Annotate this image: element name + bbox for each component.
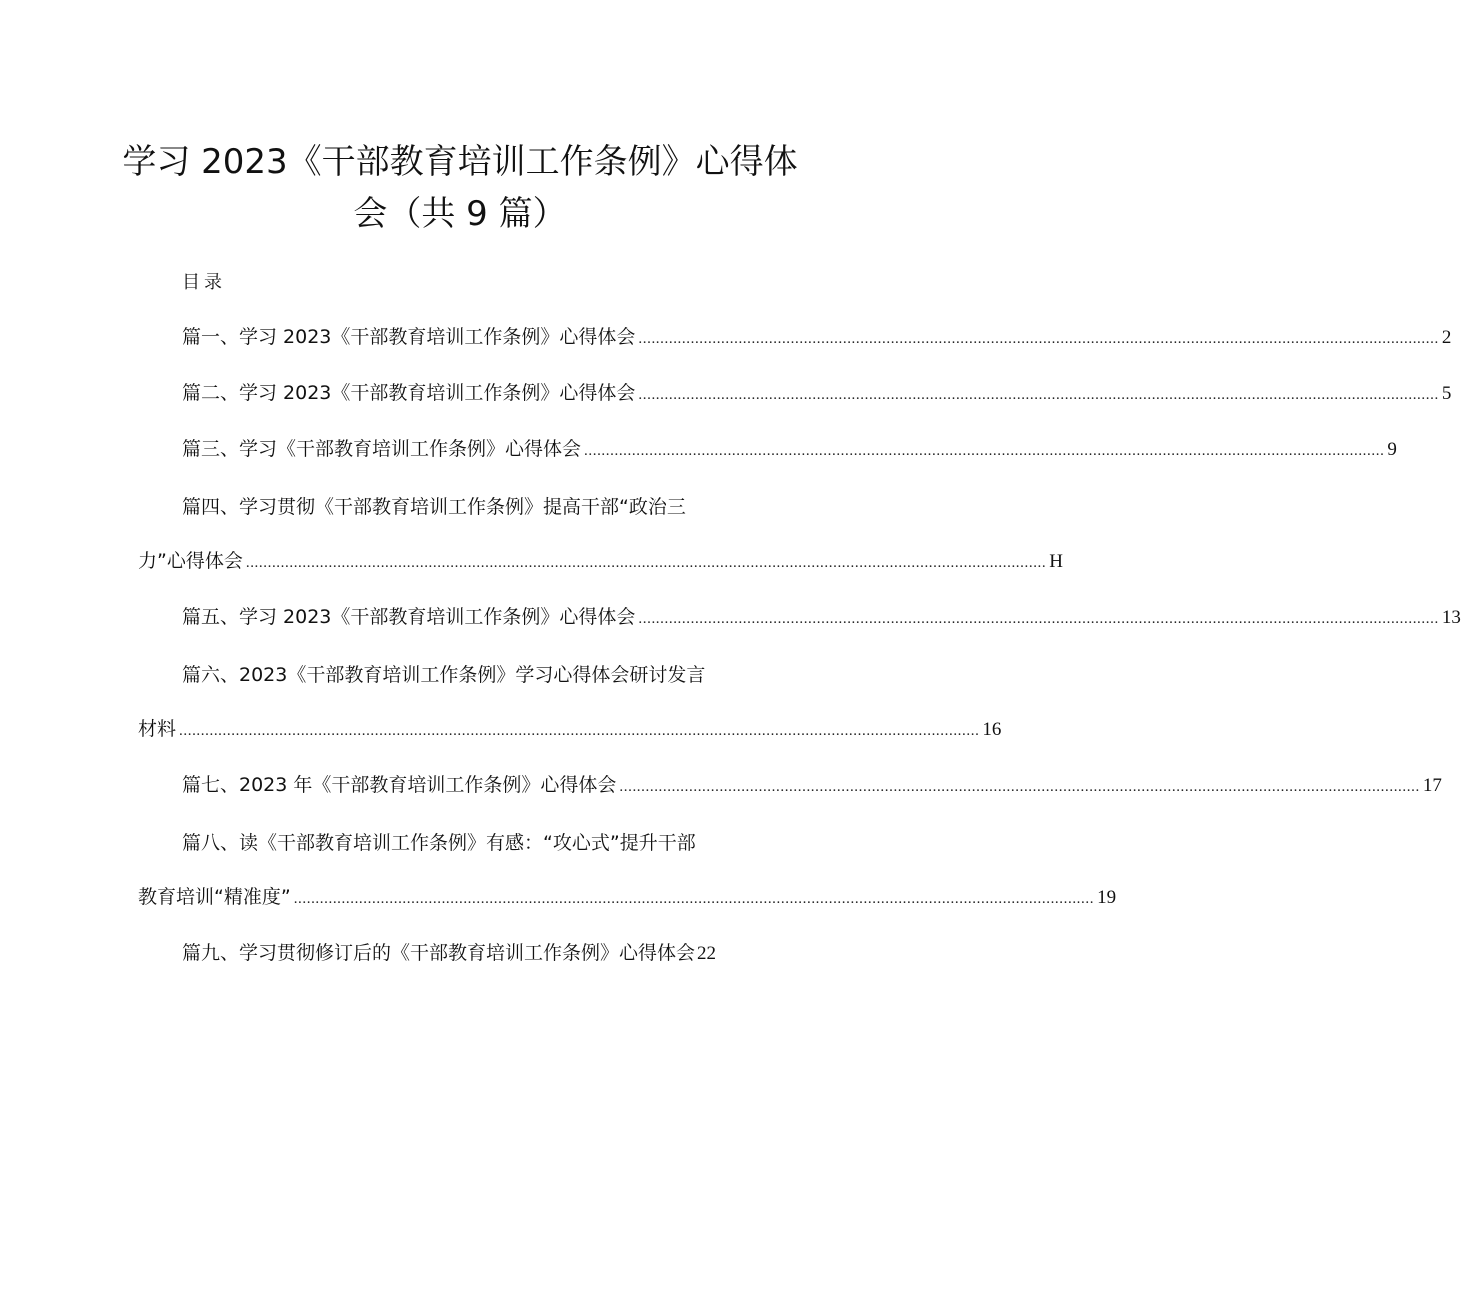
toc-entry-title-line-2: 材料 (138, 718, 177, 740)
toc-entry-page: 5 (1441, 383, 1452, 404)
toc-entry-page: 19 (1097, 887, 1117, 908)
toc-entry[interactable] (182, 938, 778, 968)
toc-leader-dots: ........................................................................................................................................................................................ (179, 723, 980, 739)
toc-entry[interactable] (182, 378, 1452, 408)
toc-entry-title-line-2: 教育培训“精准度” (138, 886, 291, 908)
toc-entry-page: 16 (982, 719, 1002, 740)
toc-entry-page: H (1049, 551, 1063, 572)
toc-entry[interactable] (138, 714, 1002, 744)
toc-entry[interactable] (182, 434, 1397, 464)
toc-leader-dots: ........................................................................................................................................................................................ (638, 387, 1439, 403)
toc-leader-dots: ........................................................................................................................................................................................ (619, 779, 1420, 795)
toc-leader-dots: ........................................................................................................................................................................................ (638, 331, 1439, 347)
toc-entry-title: 篇九、学习贯彻修订后的《干部教育培训工作条例》心得体会 (182, 942, 696, 964)
document-title-line-2: 会（共 9 篇） (353, 194, 567, 234)
toc-entry-page: 17 (1422, 775, 1442, 796)
toc-entry-page: 2 (1441, 327, 1452, 348)
toc-entry-title: 篇五、学习 2023《干部教育培训工作条例》心得体会 (182, 606, 636, 628)
toc-entry-title-line-1[interactable]: 篇六、2023《干部教育培训工作条例》学习心得体会研讨发言 (182, 664, 706, 686)
toc-leader-dots: ........................................................................................................................................................................................ (245, 555, 1047, 571)
toc-leader-dots: ........................................................................................................................................................................................ (638, 611, 1439, 627)
toc-entry-title-line-1[interactable]: 篇四、学习贯彻《干部教育培训工作条例》提高干部“政治三 (182, 496, 686, 518)
toc-entry-page: 9 (1387, 439, 1397, 460)
toc-entry-page: 22 (697, 943, 717, 964)
toc-entry[interactable] (182, 770, 1442, 800)
toc-entry[interactable] (138, 882, 1117, 912)
toc-entry[interactable] (182, 322, 1452, 352)
toc-entry[interactable] (138, 546, 1063, 576)
toc-entry-page: 13 (1441, 607, 1461, 628)
toc-entry-title-line-2: 力”心得体会 (138, 550, 243, 572)
toc-entry-title-line-1[interactable]: 篇八、读《干部教育培训工作条例》有感：“攻心式”提升干部 (182, 832, 696, 854)
toc-heading: 目录 (182, 272, 226, 293)
document-title-line-1: 学习 2023《干部教育培训工作条例》心得体 (122, 142, 798, 182)
toc-leader-dots: ........................................................................................................................................................................................ (584, 443, 1385, 459)
toc-entry-title: 篇三、学习《干部教育培训工作条例》心得体会 (182, 438, 582, 460)
toc-entry-title: 篇七、2023 年《干部教育培训工作条例》心得体会 (182, 774, 617, 796)
toc-entry-title: 篇一、学习 2023《干部教育培训工作条例》心得体会 (182, 326, 636, 348)
document-title (0, 136, 920, 240)
toc-entry[interactable] (182, 602, 1461, 632)
toc-leader-dots: ........................................................................................................................................................................................ (293, 891, 1095, 907)
toc-entry-title: 篇二、学习 2023《干部教育培训工作条例》心得体会 (182, 382, 636, 404)
